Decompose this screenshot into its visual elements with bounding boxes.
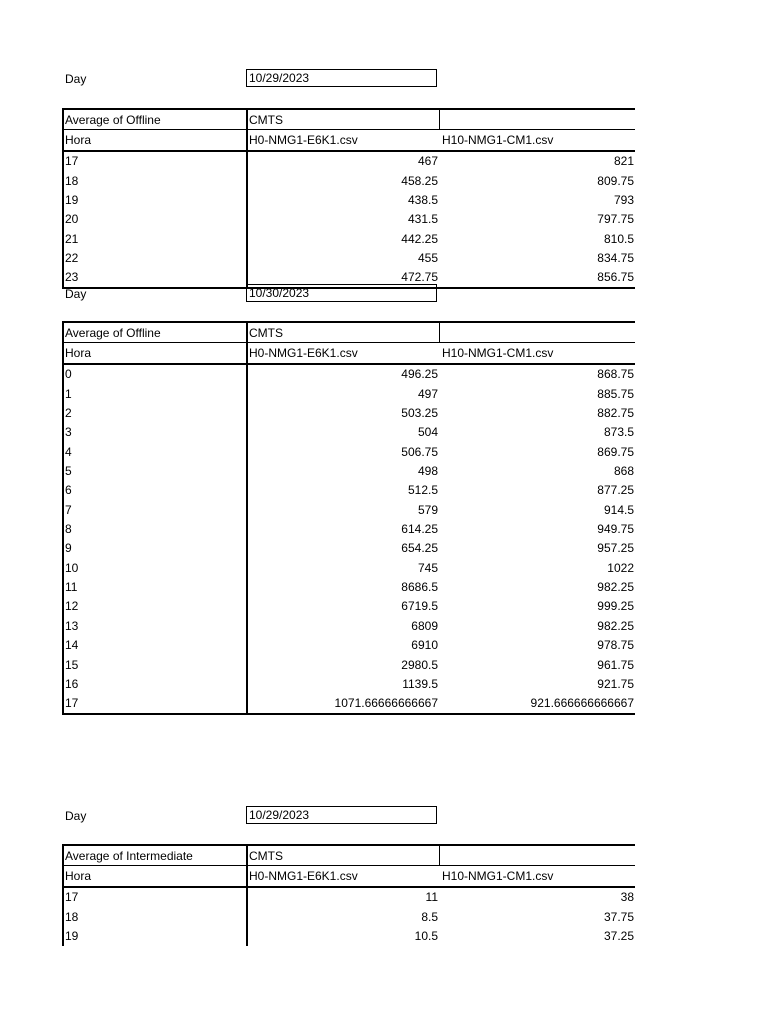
hora-cell[interactable]: 4 (63, 442, 247, 461)
table-row (63, 461, 635, 480)
table-row (63, 403, 635, 422)
table-row (63, 442, 635, 461)
value-cell[interactable]: 438.5 (407, 193, 438, 208)
pivot-column-header-row (63, 130, 635, 151)
column-group-label[interactable]: CMTS (247, 322, 439, 343)
value-cell[interactable]: 8.5 (421, 909, 438, 924)
hora-cell[interactable]: 18 (63, 907, 247, 926)
day-filter-row (62, 806, 634, 826)
table-row (63, 151, 635, 171)
column-header-1[interactable]: H0-NMG1-E6K1.csv (247, 866, 439, 887)
value-cell[interactable]: 2980.5 (401, 657, 438, 672)
table-row (63, 539, 635, 558)
hora-cell[interactable]: 11 (63, 577, 247, 596)
hora-cell[interactable]: 17 (63, 151, 247, 171)
table-row (63, 926, 635, 945)
value-cell[interactable]: 882.75 (597, 406, 634, 421)
table-row (63, 597, 635, 616)
column-header-2[interactable]: H10-NMG1-CM1.csv (439, 866, 635, 887)
value-cell[interactable]: 821 (613, 154, 634, 169)
hora-cell[interactable]: 16 (63, 674, 247, 693)
table-row (63, 655, 635, 674)
value-cell[interactable]: 467 (417, 154, 438, 169)
table-row (63, 636, 635, 655)
value-cell[interactable]: 877.25 (597, 483, 634, 498)
table-row (63, 519, 635, 538)
hora-cell[interactable]: 23 (63, 268, 247, 288)
hora-cell[interactable]: 17 (63, 887, 247, 907)
hora-cell[interactable]: 8 (63, 519, 247, 538)
pivot-table (62, 844, 635, 946)
day-filter-row (62, 69, 634, 89)
pivot-header-row (63, 109, 635, 130)
value-cell[interactable]: 614.25 (401, 522, 438, 537)
table-row (63, 171, 635, 190)
hora-cell[interactable]: 1 (63, 384, 247, 403)
pivot-corner-label[interactable]: Average of Offline (63, 322, 247, 343)
value-cell[interactable]: 6910 (411, 638, 438, 653)
table-row (63, 248, 635, 267)
hora-cell[interactable]: 6 (63, 481, 247, 500)
row-header-label[interactable]: Hora (63, 866, 247, 887)
hora-cell[interactable]: 0 (63, 364, 247, 384)
hora-cell[interactable]: 13 (63, 616, 247, 635)
day-filter-value[interactable]: 10/29/2023 (246, 69, 437, 87)
hora-cell[interactable]: 5 (63, 461, 247, 480)
value-cell[interactable]: 497 (417, 386, 438, 401)
hora-cell[interactable]: 17 (63, 694, 247, 714)
value-cell[interactable]: 496.25 (401, 367, 438, 382)
table-row (63, 887, 635, 907)
hora-cell[interactable]: 14 (63, 636, 247, 655)
value-cell[interactable]: 810.5 (603, 231, 634, 246)
value-cell[interactable]: 1022 (607, 560, 634, 575)
header-blank-cell (439, 845, 635, 866)
value-cell[interactable]: 957.25 (597, 541, 634, 556)
value-cell[interactable]: 472.75 (247, 268, 439, 288)
value-cell[interactable]: 809.75 (597, 173, 634, 188)
value-cell[interactable]: 506.75 (401, 444, 438, 459)
table-row (63, 694, 635, 714)
pivot-column-header-row (63, 866, 635, 887)
table-row (63, 481, 635, 500)
value-cell[interactable]: 579 (417, 502, 438, 517)
pivot-header-row (63, 845, 635, 866)
value-cell[interactable]: 8686.5 (401, 580, 438, 595)
hora-cell[interactable]: 7 (63, 500, 247, 519)
value-cell[interactable]: 37.25 (603, 929, 634, 944)
row-header-label[interactable]: Hora (63, 130, 247, 151)
row-header-label[interactable]: Hora (63, 343, 247, 364)
value-cell[interactable]: 1071.66666666667 (247, 694, 439, 714)
column-header-1[interactable]: H0-NMG1-E6K1.csv (247, 343, 439, 364)
day-filter-label: Day (65, 287, 87, 301)
value-cell[interactable]: 442.25 (401, 231, 438, 246)
column-header-2[interactable]: H10-NMG1-CM1.csv (439, 343, 635, 364)
pivot-section-offline-1030 (62, 284, 634, 711)
value-cell[interactable]: 868 (613, 464, 634, 479)
table-row (63, 423, 635, 442)
hora-cell[interactable]: 15 (63, 655, 247, 674)
value-cell[interactable]: 6719.5 (401, 599, 438, 614)
value-cell[interactable]: 512.5 (407, 483, 438, 498)
value-cell[interactable]: 921.75 (597, 676, 634, 691)
table-row (63, 577, 635, 596)
value-cell[interactable]: 11 (425, 890, 438, 905)
day-filter-label: Day (65, 809, 87, 823)
value-cell[interactable]: 455 (417, 251, 438, 266)
hora-cell[interactable]: 3 (63, 423, 247, 442)
day-filter-value[interactable]: 10/30/2023 (246, 284, 437, 302)
table-row (63, 229, 635, 248)
table-row (63, 500, 635, 519)
value-cell[interactable]: 797.75 (597, 212, 634, 227)
value-cell[interactable]: 914.5 (603, 502, 634, 517)
value-cell[interactable]: 869.75 (597, 444, 634, 459)
column-header-2[interactable]: H10-NMG1-CM1.csv (439, 130, 635, 151)
value-cell[interactable]: 978.75 (597, 638, 634, 653)
table-row (63, 384, 635, 403)
value-cell[interactable]: 654.25 (401, 541, 438, 556)
value-cell[interactable]: 504 (417, 425, 438, 440)
pivot-table (62, 108, 635, 289)
value-cell[interactable]: 834.75 (597, 251, 634, 266)
value-cell[interactable]: 498 (417, 464, 438, 479)
table-row (63, 674, 635, 693)
table-row (63, 558, 635, 577)
value-cell[interactable]: 921.666666666667 (439, 694, 635, 714)
value-cell[interactable]: 961.75 (597, 657, 634, 672)
hora-cell[interactable]: 22 (63, 248, 247, 267)
column-header-1[interactable]: H0-NMG1-E6K1.csv (247, 130, 439, 151)
pivot-corner-label[interactable]: Average of Intermediate (63, 845, 247, 866)
value-cell[interactable]: 6809 (411, 618, 438, 633)
table-row (63, 210, 635, 229)
hora-cell[interactable]: 2 (63, 403, 247, 422)
value-cell[interactable]: 982.25 (597, 618, 634, 633)
value-cell[interactable]: 503.25 (401, 406, 438, 421)
hora-cell[interactable]: 9 (63, 539, 247, 558)
day-filter-label: Day (65, 72, 87, 86)
hora-cell[interactable]: 20 (63, 210, 247, 229)
pivot-column-header-row (63, 343, 635, 364)
table-row (63, 907, 635, 926)
value-cell[interactable]: 868.75 (597, 367, 634, 382)
hora-cell[interactable]: 10 (63, 558, 247, 577)
value-cell[interactable]: 431.5 (407, 212, 438, 227)
value-cell[interactable]: 38 (620, 890, 634, 905)
table-row (63, 190, 635, 209)
value-cell[interactable]: 873.5 (603, 425, 634, 440)
value-cell[interactable]: 949.75 (597, 522, 634, 537)
pivot-header-row (63, 322, 635, 343)
header-blank-cell (439, 322, 635, 343)
value-cell[interactable]: 10.5 (414, 929, 438, 944)
hora-cell[interactable]: 12 (63, 597, 247, 616)
day-filter-value[interactable]: 10/29/2023 (246, 806, 437, 824)
column-group-label[interactable]: CMTS (247, 845, 439, 866)
pivot-section-intermediate-1029 (62, 806, 634, 944)
value-cell[interactable]: 745 (417, 560, 438, 575)
pivot-table (62, 321, 635, 715)
value-cell[interactable]: 999.25 (597, 599, 634, 614)
header-blank-cell (439, 109, 635, 130)
value-cell[interactable]: 982.25 (597, 580, 634, 595)
value-cell[interactable]: 856.75 (439, 268, 635, 288)
pivot-corner-label[interactable]: Average of Offline (63, 109, 247, 130)
table-row (63, 364, 635, 384)
hora-cell[interactable]: 19 (63, 190, 247, 209)
hora-cell[interactable]: 18 (63, 171, 247, 190)
hora-cell[interactable]: 19 (63, 926, 247, 945)
value-cell[interactable]: 37.75 (603, 909, 634, 924)
column-group-label[interactable]: CMTS (247, 109, 439, 130)
day-filter-row (62, 284, 634, 304)
value-cell[interactable]: 458.25 (401, 173, 438, 188)
value-cell[interactable]: 793 (613, 193, 634, 208)
table-row (63, 616, 635, 635)
value-cell[interactable]: 885.75 (597, 386, 634, 401)
hora-cell[interactable]: 21 (63, 229, 247, 248)
pivot-section-offline-1029 (62, 69, 634, 285)
value-cell[interactable]: 1139.5 (402, 676, 438, 691)
